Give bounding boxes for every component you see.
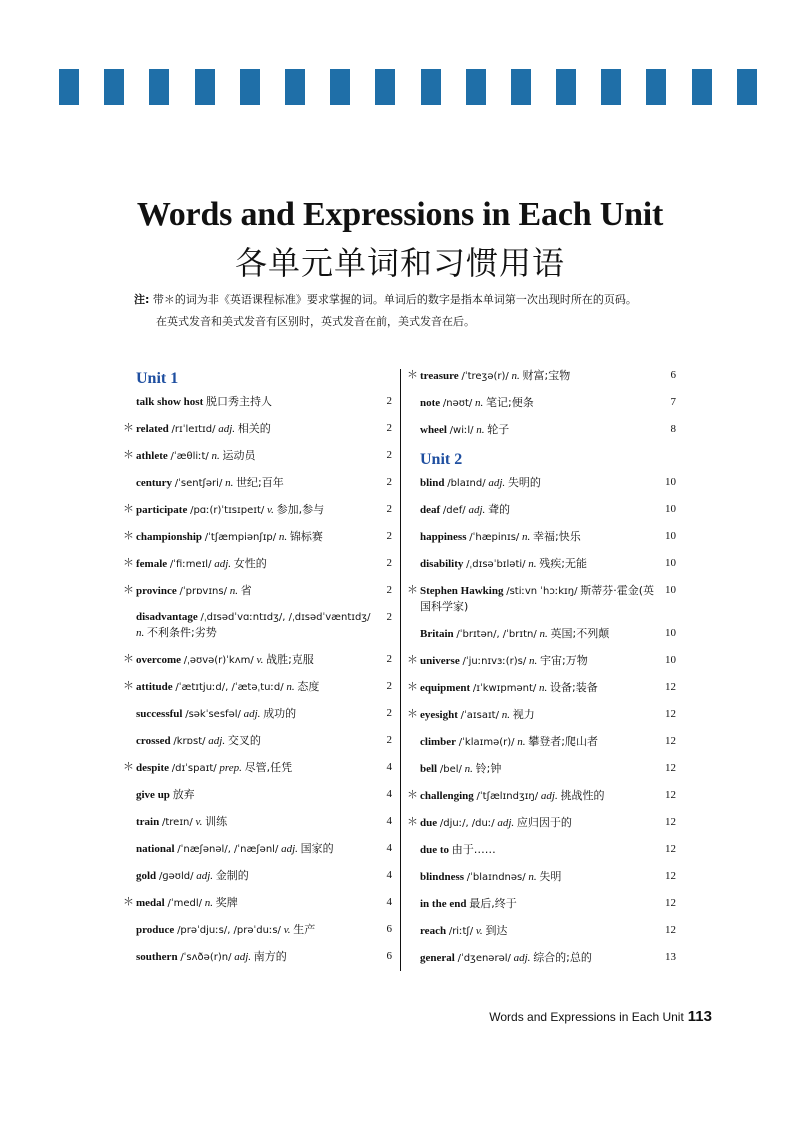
entry-meaning: 交叉的: [227, 734, 261, 747]
entry-pos: adj.: [540, 790, 558, 802]
entry-meaning: 最后,终于: [469, 897, 517, 910]
entry-page: 2: [386, 557, 392, 569]
vocab-entry: [406, 707, 676, 723]
star-marker: ＊: [123, 530, 134, 542]
entry-word: treasure: [420, 370, 459, 382]
entry-word: produce: [136, 924, 175, 936]
vocab-entry: [122, 475, 392, 491]
entry-page: 4: [386, 869, 392, 881]
entry-word: bell: [420, 763, 438, 775]
entry-word: in the end: [420, 898, 467, 910]
column-divider: [400, 369, 401, 971]
vocab-entry: [122, 922, 392, 938]
entry-page: 2: [386, 653, 392, 665]
entry-page: 2: [386, 707, 392, 719]
entry-phonetic: /ˈblaɪndnəs/: [466, 872, 526, 883]
decoration-block: [737, 69, 757, 105]
entry-meaning: 由于……: [451, 843, 496, 856]
entry-meaning: 生产: [293, 923, 316, 936]
vocab-entry: [122, 868, 392, 884]
star-marker: ＊: [123, 422, 134, 434]
entry-word: southern: [136, 951, 178, 963]
entry-pos: v.: [256, 654, 264, 666]
entry-meaning: 省: [240, 584, 252, 597]
vocab-entry: [122, 814, 392, 830]
entry-word: universe: [420, 655, 460, 667]
entry-phonetic: /ˈsentʃəri/: [174, 478, 223, 489]
entry-pos: adj.: [468, 504, 486, 516]
entry-meaning: 综合的;总的: [533, 951, 592, 964]
entry-meaning: 运动员: [222, 449, 256, 462]
entry-pos: adj.: [513, 952, 531, 964]
entry-word: happiness: [420, 531, 467, 543]
entry-page: 4: [386, 842, 392, 854]
entry-phonetic: /prəˈdjuːs/, /prəˈduːs/: [177, 925, 281, 936]
entry-page: 2: [386, 476, 392, 488]
entry-page: 12: [665, 924, 676, 936]
entry-word: female: [136, 558, 168, 570]
entry-pos: adj.: [497, 817, 515, 829]
entry-meaning: 女性的: [233, 557, 267, 570]
entry-phonetic: /wiːl/: [449, 425, 474, 436]
vocab-entry: [406, 395, 676, 411]
entry-meaning: 幸福;快乐: [533, 530, 581, 543]
entry-pos: n.: [511, 370, 520, 382]
footer-text: Words and Expressions in Each Unit: [489, 1010, 684, 1024]
entry-word: talk show host: [136, 396, 204, 408]
entry-word: due: [420, 817, 438, 829]
entry-page: 4: [386, 896, 392, 908]
entry-word: athlete: [136, 450, 168, 462]
entry-page: 12: [665, 870, 676, 882]
entry-word: due to: [420, 844, 450, 856]
note-line-2: 在英式发音和美式发音有区别时，英式发音在前，美式发音在后。: [156, 315, 475, 328]
entry-pos: v.: [475, 925, 483, 937]
entry-word: reach: [420, 925, 447, 937]
vocab-entry: [406, 869, 676, 885]
star-marker: ＊: [123, 653, 134, 665]
entry-meaning: 应归因于的: [516, 816, 572, 829]
decoration-block: [149, 69, 169, 105]
vocab-entry: [406, 368, 676, 384]
entry-pos: prep.: [219, 762, 242, 774]
entry-phonetic: /dɪˈspaɪt/: [171, 763, 217, 774]
entry-word: eyesight: [420, 709, 458, 721]
entry-pos: n.: [278, 531, 288, 543]
unit-heading: Unit 2: [420, 451, 463, 468]
entry-meaning: 参加,参与: [276, 503, 325, 516]
note-label: 注:: [134, 293, 150, 306]
entry-pos: n.: [522, 531, 531, 543]
entry-page: 2: [386, 680, 392, 692]
entry-page: 12: [665, 681, 676, 693]
entry-meaning: 英国;不列颠: [550, 627, 610, 640]
entry-page: 2: [386, 503, 392, 515]
entry-phonetic: /ˈnæʃənəl/, /ˈnæʃənl/: [177, 844, 279, 855]
entry-phonetic: /bel/: [439, 764, 462, 775]
decoration-block: [601, 69, 621, 105]
star-marker: ＊: [123, 557, 134, 569]
entry-word: general: [420, 952, 455, 964]
vocab-entry: [122, 733, 392, 749]
entry-pos: v.: [283, 924, 291, 936]
entry-pos: adj.: [488, 477, 506, 489]
entry-word: blind: [420, 477, 445, 489]
decoration-block: [240, 69, 260, 105]
entry-meaning: 战胜;克服: [266, 653, 314, 666]
entry-pos: n.: [475, 397, 484, 409]
entry-phonetic: /ˈjuːnɪvɜː(r)s/: [462, 656, 527, 667]
entry-phonetic: /rɪˈleɪtɪd/: [171, 424, 216, 435]
decoration-block: [330, 69, 350, 105]
entry-pos: n.: [528, 558, 537, 570]
vocab-entry: [122, 895, 392, 911]
entry-page: 13: [665, 951, 676, 963]
entry-phonetic: /riːtʃ/: [448, 926, 474, 937]
vocab-entry: [406, 788, 676, 804]
entry-page: 12: [665, 708, 676, 720]
entry-word: equipment: [420, 682, 471, 694]
vocab-entry: [122, 502, 392, 518]
entry-word: crossed: [136, 735, 171, 747]
entry-phonetic: /ˈprɒvɪns/: [179, 586, 227, 597]
entry-meaning: 聋的: [488, 503, 510, 516]
vocab-entry: [406, 422, 676, 438]
entry-word: deaf: [420, 504, 441, 516]
entry-phonetic: /ˈmedl/: [167, 898, 202, 909]
entry-pos: n.: [229, 585, 238, 597]
decoration-block: [375, 69, 395, 105]
note-block: [134, 289, 694, 333]
entry-word: successful: [136, 708, 183, 720]
entry-phonetic: /ˈtʃæmpiənʃɪp/: [204, 532, 277, 543]
vocab-entry: [406, 653, 676, 669]
entry-phonetic: /ˈbrɪtən/, /ˈbrɪtn/: [456, 629, 537, 640]
entry-page: 2: [386, 734, 392, 746]
entry-meaning: 成功的: [263, 707, 297, 720]
entry-page: 10: [665, 557, 676, 569]
entry-word: blindness: [420, 871, 465, 883]
entry-page: 2: [386, 611, 392, 623]
entry-meaning: 宇宙;万物: [540, 654, 588, 667]
vocab-entry: [122, 421, 392, 437]
entry-meaning: 相关的: [237, 422, 271, 435]
entry-word: related: [136, 423, 169, 435]
star-marker: ＊: [407, 816, 418, 828]
entry-pos: adj.: [208, 735, 226, 747]
page-title-english: Words and Expressions in Each Unit: [136, 196, 664, 233]
entry-pos: n.: [136, 627, 145, 639]
entry-pos: n.: [225, 477, 234, 489]
entry-phonetic: /ˌdɪsəˈbɪləti/: [466, 559, 526, 570]
entry-phonetic: /treɪn/: [161, 817, 193, 828]
vocab-entry: [122, 949, 392, 965]
vocab-entry: [122, 679, 392, 695]
vocab-entry: [406, 502, 676, 518]
decoration-block: [556, 69, 576, 105]
entry-word: attitude: [136, 681, 173, 693]
vocab-entry: [122, 529, 392, 545]
entry-page: 6: [386, 950, 392, 962]
star-marker: ＊: [123, 503, 134, 515]
left-column: [122, 368, 392, 976]
entry-phonetic: /stiːvn ˈhɔːkɪŋ/: [506, 586, 578, 597]
entry-pos: n.: [476, 424, 485, 436]
entry-word: Britain: [420, 628, 454, 640]
entry-pos: n.: [528, 871, 537, 883]
entry-meaning: 失明的: [507, 476, 541, 489]
entry-page: 6: [386, 923, 392, 935]
star-marker: ＊: [407, 789, 418, 801]
entry-page: 10: [665, 654, 676, 666]
entry-phonetic: /ˈætɪtjuːd/, /ˈætəˌtuːd/: [175, 682, 284, 693]
entry-page: 2: [386, 422, 392, 434]
entry-meaning: 奖牌: [215, 896, 238, 909]
entry-word: disability: [420, 558, 464, 570]
entry-phonetic: /nəʊt/: [442, 398, 473, 409]
entry-meaning: 铃;钟: [475, 762, 502, 775]
star-marker: ＊: [123, 680, 134, 692]
entry-pos: n.: [211, 450, 220, 462]
entry-meaning: 南方的: [253, 950, 287, 963]
star-marker: ＊: [407, 708, 418, 720]
entry-meaning: 训练: [205, 815, 228, 828]
entry-word: train: [136, 816, 160, 828]
entry-phonetic: /ˈklaɪmə(r)/: [458, 737, 515, 748]
entry-meaning: 金制的: [215, 869, 249, 882]
entry-page: 10: [665, 503, 676, 515]
vocab-entry: [406, 923, 676, 939]
vocab-entry: [406, 842, 676, 858]
entry-word: overcome: [136, 654, 181, 666]
entry-meaning: 脱口秀主持人: [206, 395, 272, 408]
entry-phonetic: /ˈæθliːt/: [170, 451, 209, 462]
entry-pos: n.: [529, 655, 538, 667]
vocab-entry: [406, 761, 676, 777]
right-column: [406, 368, 676, 977]
entry-page: 2: [386, 395, 392, 407]
decoration-block: [195, 69, 215, 105]
entry-word: participate: [136, 504, 188, 516]
entry-meaning: 到达: [485, 924, 508, 937]
entry-page: 12: [665, 789, 676, 801]
vocab-entry: [122, 610, 392, 641]
entry-meaning: 失明: [539, 870, 562, 883]
decoration-block: [692, 69, 712, 105]
entry-pos: adj.: [234, 951, 252, 963]
entry-meaning: 财富;宝物: [522, 369, 571, 382]
entry-pos: adj.: [218, 423, 236, 435]
vocab-entry: [406, 583, 676, 615]
entry-meaning: 态度: [297, 680, 320, 693]
entry-meaning: 挑战性的: [560, 789, 605, 802]
entry-page: 12: [665, 762, 676, 774]
entry-word: Stephen Hawking: [420, 585, 504, 597]
vocab-entry: [122, 706, 392, 722]
page-number: 113: [687, 1008, 712, 1025]
vocab-entry: [122, 787, 392, 803]
entry-pos: n.: [501, 709, 510, 721]
entry-phonetic: /def/: [442, 505, 466, 516]
vocab-entry: [406, 734, 676, 750]
star-marker: ＊: [407, 584, 418, 596]
entry-phonetic: /blaɪnd/: [447, 478, 486, 489]
note-line-1: 带＊的词为非《英语课程标准》要求掌握的词。单词后的数字是指本单词第一次出现时所在的页码。: [152, 293, 637, 306]
entry-meaning: 斯蒂芬·霍金(英国科学家): [420, 584, 654, 613]
entry-page: 2: [386, 449, 392, 461]
entry-page: 2: [386, 584, 392, 596]
entry-phonetic: /krɒst/: [173, 736, 206, 747]
entry-phonetic: /ˌdɪsədˈvɑːntɪdʒ/, /ˌdɪsədˈvæntɪdʒ/: [200, 612, 371, 623]
vocab-entry: [406, 529, 676, 545]
entry-meaning: 锦标赛: [289, 530, 323, 543]
star-marker: ＊: [407, 654, 418, 666]
entry-pos: adj.: [196, 870, 214, 882]
entry-pos: adj.: [243, 708, 261, 720]
entry-word: century: [136, 477, 173, 489]
entry-page: 10: [665, 627, 676, 639]
header-decoration-bar: [59, 69, 757, 105]
vocab-entry: [406, 896, 676, 912]
decoration-block: [466, 69, 486, 105]
entry-phonetic: /ɡəʊld/: [158, 871, 194, 882]
entry-word: note: [420, 397, 441, 409]
entry-meaning: 轮子: [487, 423, 510, 436]
entry-phonetic: /ˈhæpinɪs/: [469, 532, 520, 543]
entry-word: national: [136, 843, 175, 855]
entry-phonetic: /ˈtʃælɪndʒɪŋ/: [476, 791, 539, 802]
vocab-entry: [122, 583, 392, 599]
entry-word: wheel: [420, 424, 447, 436]
entry-page: 10: [665, 584, 676, 596]
star-marker: ＊: [407, 369, 418, 381]
entry-meaning: 放弃: [172, 788, 195, 801]
decoration-block: [59, 69, 79, 105]
entry-meaning: 世纪;百年: [236, 476, 284, 489]
entry-page: 4: [386, 761, 392, 773]
entry-pos: n.: [539, 628, 548, 640]
page-title-chinese: 各单元单词和习惯用语: [234, 244, 565, 282]
entry-page: 4: [386, 815, 392, 827]
star-marker: ＊: [123, 449, 134, 461]
vocab-entry: [122, 760, 392, 776]
entry-meaning: 不利条件;劣势: [147, 626, 217, 639]
decoration-block: [421, 69, 441, 105]
decoration-block: [104, 69, 124, 105]
entry-page: 12: [665, 816, 676, 828]
entry-word: challenging: [420, 790, 474, 802]
entry-page: 10: [665, 530, 676, 542]
entry-phonetic: /ˌəʊvə(r)ˈkʌm/: [183, 655, 254, 666]
entry-page: 12: [665, 897, 676, 909]
decoration-block: [511, 69, 531, 105]
entry-pos: n.: [464, 763, 473, 775]
star-marker: ＊: [123, 584, 134, 596]
entry-pos: n.: [286, 681, 295, 693]
entry-word: medal: [136, 897, 165, 909]
entry-phonetic: /djuː/, /duː/: [439, 818, 495, 829]
entry-page: 6: [670, 369, 676, 381]
vocab-entry: [406, 475, 676, 491]
entry-pos: n.: [539, 682, 548, 694]
vocab-entry: [122, 448, 392, 464]
entry-page: 7: [670, 396, 676, 408]
entry-phonetic: /ˈdʒenərəl/: [457, 953, 511, 964]
vocab-entry: [122, 394, 392, 410]
entry-word: give up: [136, 789, 170, 801]
vocab-entry: [406, 626, 676, 642]
vocab-entry: [122, 556, 392, 572]
entry-page: 12: [665, 843, 676, 855]
entry-page: 4: [386, 788, 392, 800]
entry-meaning: 笔记;便条: [486, 396, 534, 409]
entry-meaning: 残疾;无能: [539, 557, 587, 570]
entry-meaning: 国家的: [300, 842, 334, 855]
entry-phonetic: /ɪˈkwɪpmənt/: [472, 683, 537, 694]
vocab-entry: [406, 815, 676, 831]
entry-phonetic: /pɑː(r)ˈtɪsɪpeɪt/: [190, 505, 265, 516]
entry-pos: adj.: [281, 843, 298, 855]
entry-phonetic: /ˈaɪsaɪt/: [460, 710, 499, 721]
entry-phonetic: /ˈfiːmeɪl/: [169, 559, 212, 570]
entry-phonetic: /ˈsʌðə(r)n/: [180, 952, 232, 963]
star-marker: ＊: [123, 896, 134, 908]
entry-word: climber: [420, 736, 457, 748]
entry-page: 8: [670, 423, 676, 435]
entry-pos: v.: [195, 816, 203, 828]
decoration-block: [646, 69, 666, 105]
vocab-entry: [406, 680, 676, 696]
star-marker: ＊: [407, 681, 418, 693]
entry-pos: n.: [204, 897, 213, 909]
entry-word: gold: [136, 870, 157, 882]
entry-phonetic: /səkˈsesfəl/: [185, 709, 241, 720]
unit-heading: Unit 1: [136, 370, 179, 387]
entry-pos: adj.: [214, 558, 232, 570]
entry-word: disadvantage: [136, 611, 198, 623]
page-footer: [489, 1008, 712, 1025]
entry-meaning: 视力: [512, 708, 535, 721]
star-marker: ＊: [123, 761, 134, 773]
vocab-entry: [122, 652, 392, 668]
entry-pos: n.: [517, 736, 526, 748]
vocab-entry: [406, 950, 676, 966]
decoration-block: [285, 69, 305, 105]
vocab-entry: [406, 556, 676, 572]
entry-meaning: 攀登者;爬山者: [528, 735, 598, 748]
entry-phonetic: /ˈtreʒə(r)/: [461, 371, 509, 382]
entry-word: province: [136, 585, 177, 597]
entry-word: championship: [136, 531, 203, 543]
entry-page: 10: [665, 476, 676, 488]
entry-pos: v.: [267, 504, 274, 516]
entry-page: 2: [386, 530, 392, 542]
entry-word: despite: [136, 762, 169, 774]
entry-meaning: 尽管,任凭: [244, 761, 293, 774]
entry-page: 12: [665, 735, 676, 747]
vocab-entry: [122, 841, 392, 857]
entry-meaning: 设备;装备: [550, 681, 598, 694]
